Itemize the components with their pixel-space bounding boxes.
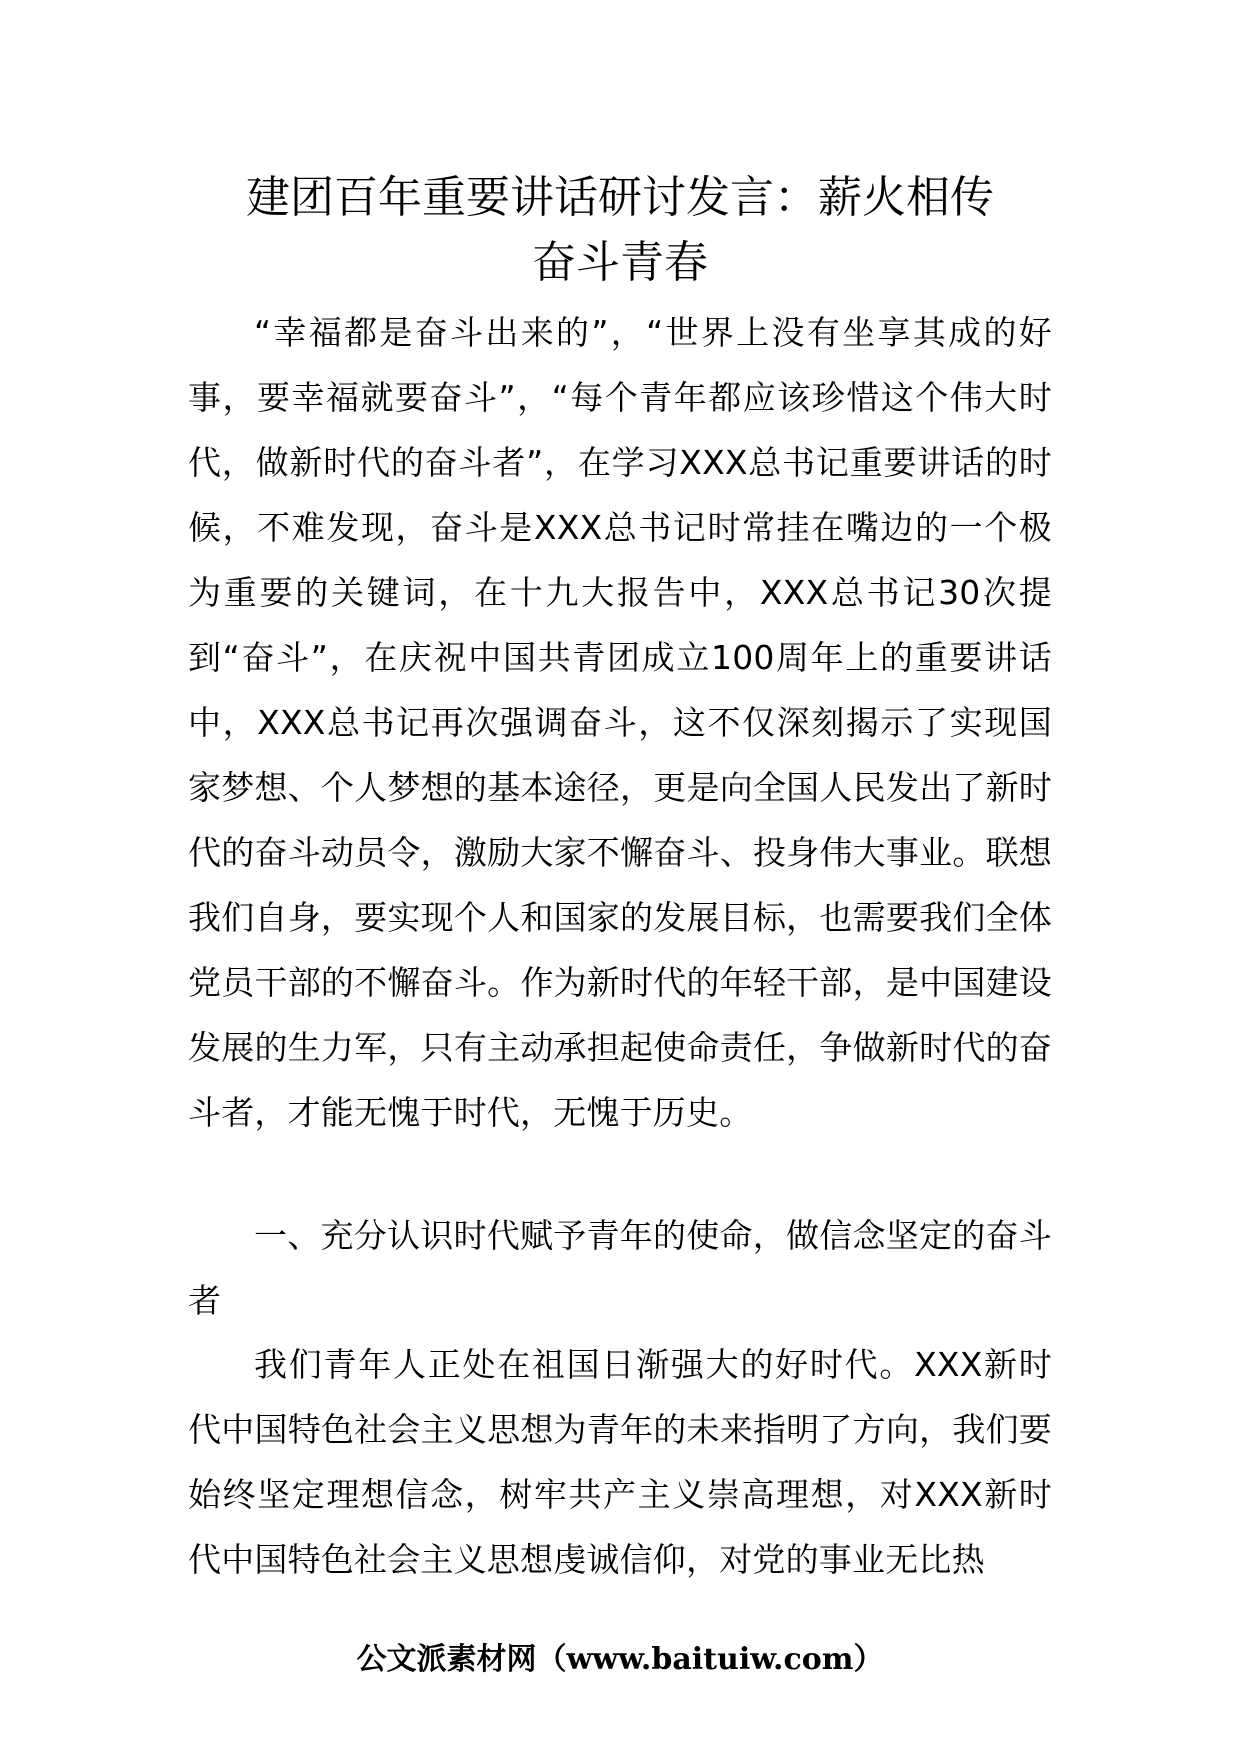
document-title-line-1: 建团百年重要讲话研讨发言：薪火相传	[246, 172, 994, 223]
body-paragraph-2: 我们青年人正处在祖国日渐强大的好时代。XXX新时代中国特色社会主义思想为青年的未来指明了方向，我们要始终坚定理想信念，树牢共产主义崇高理想，对XXX新时代中国特色社会主义思想虔诚信仰，对党的事业无比热	[188, 1345, 1052, 1579]
section-heading-1: 一、充分认识时代赋予青年的使命，做信念坚定的奋斗者	[188, 1216, 1052, 1320]
document-title-line-2: 奋斗青春	[532, 237, 708, 288]
body-paragraph-1: “幸福都是奋斗出来的”，“世界上没有坐享其成的好事，要幸福就要奋斗”，“每个青年都应该珍惜这个伟大时代，做新时代的奋斗者”，在学习XXX总书记重要讲话的时候，不难发现，奋斗是XXX总书记时常挂在嘴边的一个极为重要的关键词，在十九大报告中，XXX总书记30次提到“奋斗”，在庆祝中国共青团成立100周年上的重要讲话中，XXX总书记再次强调奋斗，这不仅深刻揭示了实现国家梦想、个人梦想的基本途径，更是向全国人民发出了新时代的奋斗动员令，激励大家不懈奋斗、投身伟大事业。联想我们自身，要实现个人和国家的发展目标，也需要我们全体党员干部的不懈奋斗。作为新时代的年轻干部，是中国建设发展的生力军，只有主动承担起使命责任，争做新时代的奋斗者，才能无愧于时代，无愧于历史。	[188, 313, 1052, 1132]
footer-watermark: 公文派素材网（www.baituiw.com）	[356, 1642, 884, 1677]
